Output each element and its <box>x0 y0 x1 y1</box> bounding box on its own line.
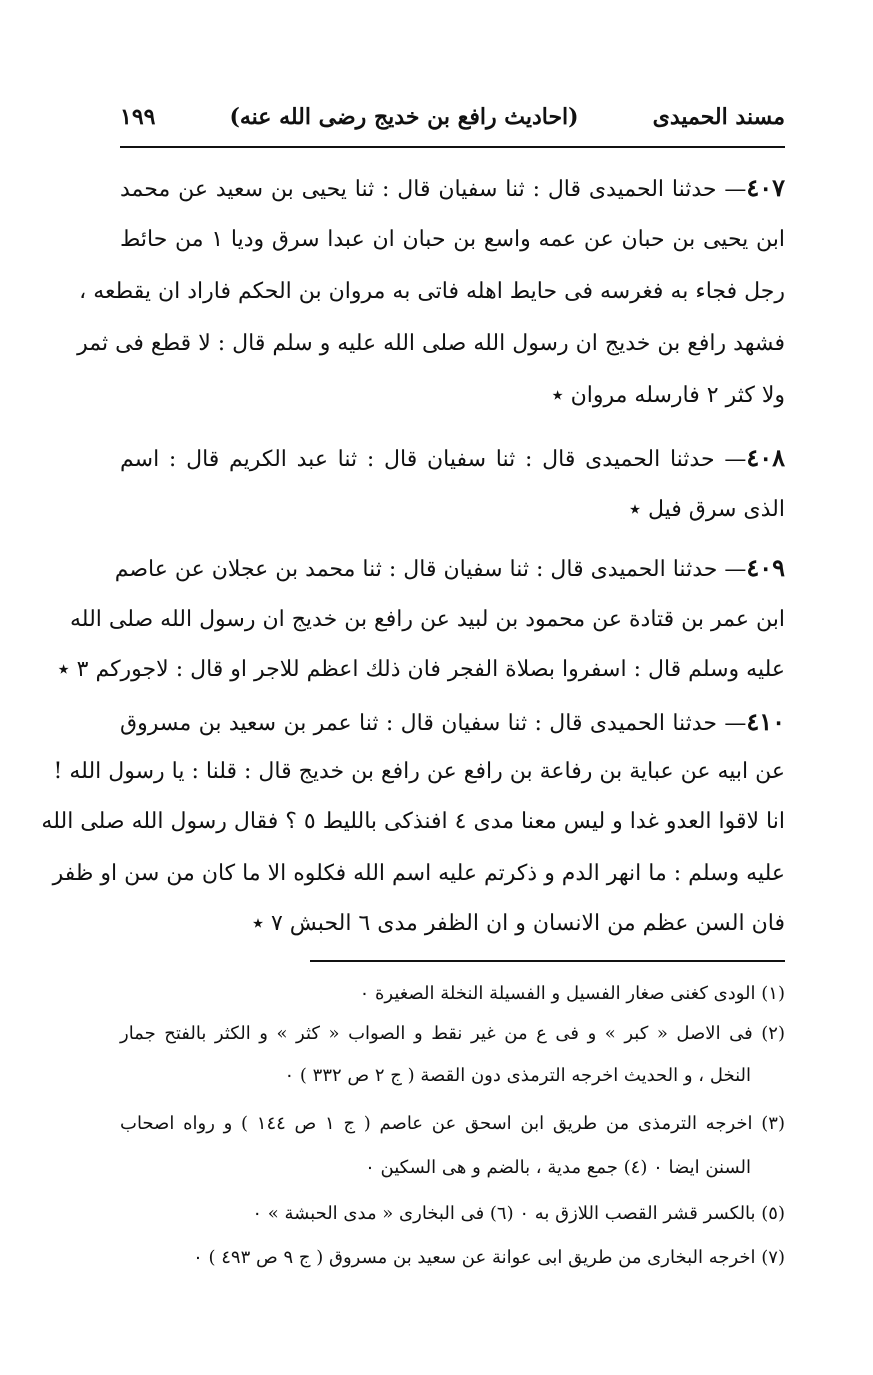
hadith-409-line-1: ٤٠٩— حدثنا الحميدى قال : ثنا سفيان قال : ثنا محمد بن عجلان عن عاصم <box>114 553 785 582</box>
hadith-number: ٤٠٧ <box>746 173 785 202</box>
footnote-rule <box>310 960 785 962</box>
hadith-number: ٤٠٨ <box>746 443 785 472</box>
hadith-410-line-4: عليه وسلم : ما انهر الدم و ذكرتم عليه اسم الله فكلوه الا ما كان من سن او ظفر <box>52 861 785 886</box>
footnote-3-4: السنن ايضا ٠ (٤) جمع مدية ، بالضم و هى السكين ٠ <box>365 1157 751 1178</box>
hadith-407-line-4: فشهد رافع بن خديج ان رسول الله صلى الله عليه و سلم قال : لا قطع فى ثمر <box>77 331 785 356</box>
header-rule <box>120 146 785 148</box>
hadith-409-line-3: عليه وسلم قال : اسفروا بصلاة الفجر فان ذلك اعظم للاجر او قال : لاجوركم ٣ ٭ <box>57 657 785 682</box>
page-number: ١٩٩ <box>120 104 156 130</box>
hadith-407-line-1: ٤٠٧— حدثنا الحميدى قال : ثنا سفيان قال : ثنا يحيى بن سعيد عن محمد <box>120 173 785 202</box>
book-title: مسند الحميدى <box>652 104 785 130</box>
hadith-number: ٤٠٩ <box>746 553 785 582</box>
footnote-5-6: (٥) بالكسر قشر القصب اللازق به ٠ (٦) فى البخارى « مدى الحبشة » ٠ <box>252 1203 785 1224</box>
hadith-407-line-3: رجل فجاء به فغرسه فى حايط اهله فاتى به مروان بن الحكم فاراد ان يقطعه ، <box>79 279 785 304</box>
hadith-410-line-1: ٤١٠— حدثنا الحميدى قال : ثنا سفيان قال : ثنا عمر بن سعيد بن مسروق <box>120 707 785 736</box>
footnote-2: (٢) فى الاصل « كبر » و فى ع من غير نقط و الصواب « كثر » و الكثر بالفتح جمار <box>120 1023 785 1044</box>
hadith-410-line-3: انا لاقوا العدو غدا و ليس معنا مدى ٤ افنذكى بالليط ٥ ؟ فقال رسول الله صلى الله <box>41 809 785 834</box>
hadith-410-line-2: عن ابيه عن عباية بن رفاعة بن رافع عن رافع بن خديج قال : قلنا : يا رسول الله ! <box>53 759 785 784</box>
hadith-410-line-5: فان السن عظم من الانسان و ان الظفر مدى ٦ الحبش ٧ ٭ <box>251 911 785 936</box>
hadith-407-line-2: ابن يحيى بن حبان عن عمه واسع بن حبان ان عبدا سرق وديا ١ من حائط <box>120 227 785 252</box>
hadith-408-line-1: ٤٠٨— حدثنا الحميدى قال : ثنا سفيان قال : ثنا عبد الكريم قال : اسم <box>120 443 785 472</box>
chapter-title: (احاديث رافع بن خديج رضى الله عنه) <box>229 104 579 130</box>
running-header <box>120 96 785 138</box>
hadith-409-line-2: ابن عمر بن قتادة عن محمود بن لبيد عن رافع بن خديج ان رسول الله صلى الله <box>70 607 785 632</box>
hadith-408-line-2: الذى سرق فيل ٭ <box>628 497 785 522</box>
footnote-1: (١) الودى كغنى صغار الفسيل و الفسيلة النخلة الصغيرة ٠ <box>359 983 785 1004</box>
footnote-7: (٧) اخرجه البخارى من طريق ابى عوانة عن سعيد بن مسروق ( ج ٩ ص ٤٩٣ ) ٠ <box>193 1247 785 1268</box>
hadith-407-line-5: ولا كثر ٢ فارسله مروان ٭ <box>551 383 785 408</box>
footnote-3: (٣) اخرجه الترمذى من طريق ابن اسحق عن عاصم ( ج ١ ص ١٤٤ ) و رواه اصحاب <box>120 1113 785 1134</box>
footnote-2-cont: النخل ، و الحديث اخرجه الترمذى دون القصة ( ج ٢ ص ٣٣٢ ) ٠ <box>284 1065 751 1086</box>
hadith-number: ٤١٠ <box>746 707 785 736</box>
